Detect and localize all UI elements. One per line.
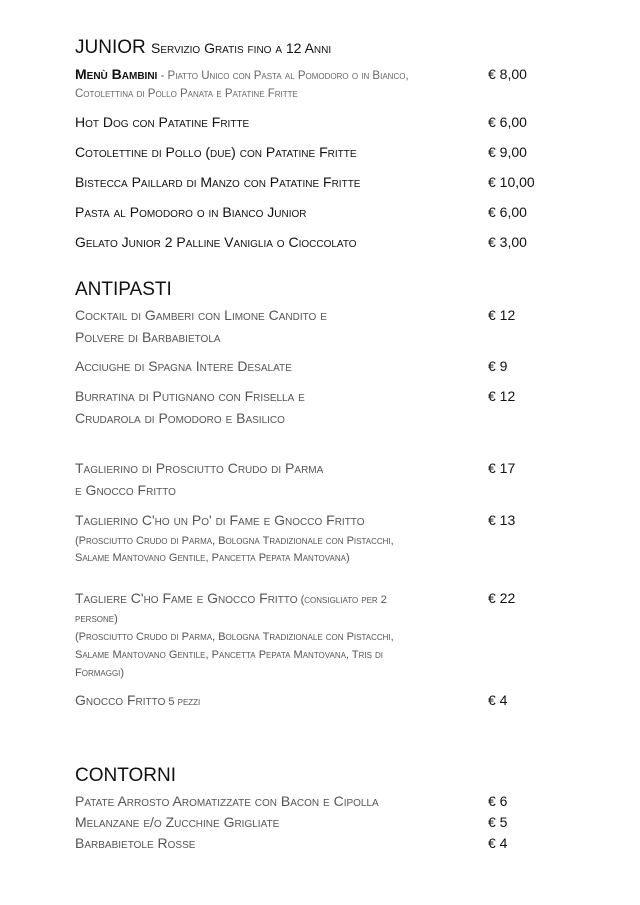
- item-price: € 17: [488, 460, 516, 476]
- section-subtitle: Servizio Gratis fino a 12 Anni: [151, 40, 332, 56]
- item-price: € 12: [488, 307, 516, 323]
- item-name: Menù Bambini: [75, 66, 158, 82]
- item-desc: Cotolettina di Pollo Panata e Patatine Fritte: [75, 88, 298, 100]
- item-desc: Formaggi): [75, 667, 125, 679]
- item-price: € 12: [488, 388, 516, 404]
- item-price: € 4: [488, 692, 508, 708]
- item-note: 5 pezzi: [165, 696, 201, 708]
- item-price: € 6,00: [488, 114, 527, 130]
- item-price: € 8,00: [488, 66, 527, 82]
- item-name: e Gnocco Fritto: [75, 482, 176, 498]
- item-desc: (Prosciutto Crudo di Parma, Bologna Tradizionale con Pistacchi,: [75, 535, 394, 547]
- item-note: (consigliato per 2: [297, 594, 387, 606]
- item-price: € 10,00: [488, 174, 535, 190]
- item-name: Pasta al Pomodoro o in Bianco Junior: [75, 204, 307, 220]
- item-name: Acciughe di Spagna Intere Desalate: [75, 358, 292, 374]
- item-price: € 4: [488, 835, 508, 851]
- item-name: Burratina di Putignano con Frisella e: [75, 388, 305, 404]
- item-price: € 9,00: [488, 144, 527, 160]
- item-name: [75, 588, 387, 610]
- item-price: € 13: [488, 512, 516, 528]
- item-price: € 6,00: [488, 204, 527, 220]
- item-name: Taglierino C'ho un Po' di Fame e Gnocco Fritto: [75, 512, 365, 528]
- item-name: Bistecca Paillard di Manzo con Patatine Fritte: [75, 174, 361, 190]
- item-name: Gelato Junior 2 Palline Vaniglia o Cioccolato: [75, 234, 357, 250]
- item-name: Hot Dog con Patatine Fritte: [75, 114, 250, 130]
- item-price: € 5: [488, 814, 508, 830]
- item-name: Barbabietole Rosse: [75, 835, 196, 851]
- item-name: Melanzane e/o Zucchine Grigliate: [75, 814, 280, 830]
- item-desc: Salame Mantovano Gentile, Pancetta Pepata Mantovana, Tris di: [75, 649, 384, 661]
- item-price: € 22: [488, 590, 516, 606]
- item-note: persone): [75, 613, 118, 625]
- item-name-text: Gnocco Fritto: [75, 692, 166, 708]
- section-title: ANTIPASTI: [75, 279, 172, 300]
- item-price: € 9: [488, 358, 508, 374]
- item-name: Crudarola di Pomodoro e Basilico: [75, 410, 285, 426]
- item-price: € 6: [488, 793, 508, 809]
- menu-item: [75, 64, 409, 86]
- item-name: Cotolettine di Pollo (due) con Patatine Fritte: [75, 144, 357, 160]
- junior-heading: [75, 38, 331, 58]
- item-name: Patate Arrosto Aromatizzate con Bacon e Cipolla: [75, 793, 379, 809]
- item-desc: Salame Mantovano Gentile, Pancetta Pepata Mantovana): [75, 552, 350, 564]
- item-name: [75, 690, 200, 712]
- item-name: Taglierino di Prosciutto Crudo di Parma: [75, 460, 324, 476]
- section-title: JUNIOR: [75, 37, 146, 58]
- item-name: Cocktail di Gamberi con Limone Candito e: [75, 307, 327, 323]
- item-desc: (Prosciutto Crudo di Parma, Bologna Tradizionale con Pistacchi,: [75, 631, 394, 643]
- item-name: Polvere di Barbabietola: [75, 329, 221, 345]
- item-desc: - Piatto Unico con Pasta al Pomodoro o in Bianco,: [157, 70, 409, 82]
- item-name-text: Tagliere C'ho Fame e Gnocco Fritto: [75, 590, 298, 606]
- item-price: € 3,00: [488, 234, 527, 250]
- section-title: CONTORNI: [75, 765, 176, 786]
